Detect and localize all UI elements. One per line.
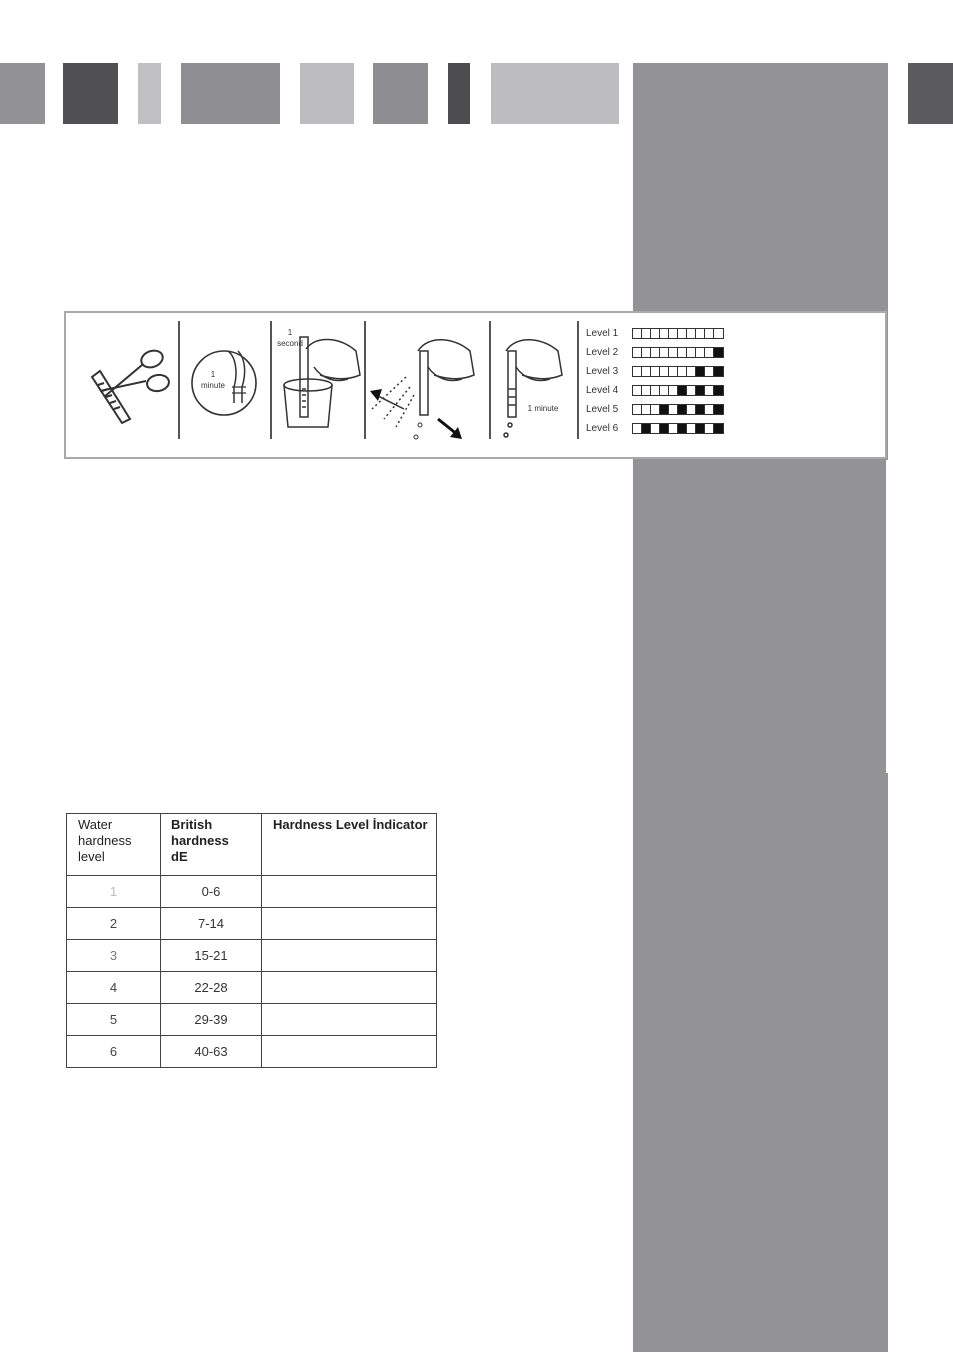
row-level: 4 (67, 972, 161, 1004)
table-header-row (67, 814, 437, 876)
row-range: 7-14 (161, 908, 262, 940)
header-water-hardness-level: Water hardness level (67, 814, 161, 876)
level-row (586, 365, 724, 377)
header-block-8 (491, 63, 619, 124)
indicator-cell-empty (651, 348, 660, 357)
row-range: 22-28 (161, 972, 262, 1004)
indicator-cell-empty (705, 329, 714, 338)
level-indicator-cells (632, 366, 724, 377)
row-level: 5 (67, 1004, 161, 1036)
indicator-cell-filled (714, 386, 723, 395)
indicator-cell-filled (660, 424, 669, 433)
indicator-cell-empty (705, 405, 714, 414)
indicator-cell-empty (660, 348, 669, 357)
panel-divider (178, 321, 180, 439)
header-block-6 (373, 63, 428, 124)
header-british-hardness: British hardness dE (161, 814, 262, 876)
indicator-cell-filled (696, 405, 705, 414)
indicator-cell-empty (633, 348, 642, 357)
indicator-cell-filled (660, 405, 669, 414)
row-indicator (262, 1004, 437, 1036)
row-range: 29-39 (161, 1004, 262, 1036)
indicator-cell-empty (669, 424, 678, 433)
indicator-cell-empty (642, 386, 651, 395)
indicator-cell-empty (705, 348, 714, 357)
indicator-cell-empty (687, 367, 696, 376)
hand-dip-strip-icon (276, 329, 362, 429)
indicator-cell-empty (669, 348, 678, 357)
indicator-cell-empty (651, 367, 660, 376)
row-indicator (262, 876, 437, 908)
indicator-cell-empty (705, 367, 714, 376)
indicator-cell-empty (669, 405, 678, 414)
level-row (586, 327, 724, 339)
panel5-label: 1 minute (527, 404, 559, 413)
level-indicator-cells (632, 347, 724, 358)
level-row (586, 384, 724, 396)
header-block-9 (908, 63, 953, 124)
indicator-cell-empty (687, 405, 696, 414)
level-row (586, 346, 724, 358)
indicator-cell-empty (642, 329, 651, 338)
indicator-cell-filled (714, 348, 723, 357)
table-row (67, 876, 437, 908)
row-level: 2 (67, 908, 161, 940)
level-label: Level 5 (586, 403, 619, 415)
indicator-cell-empty (633, 386, 642, 395)
indicator-cell-filled (714, 405, 723, 414)
header-block-2 (63, 63, 118, 124)
indicator-cell-empty (669, 367, 678, 376)
header-block-4 (181, 63, 280, 124)
indicator-cell-empty (633, 329, 642, 338)
indicator-cell-empty (642, 405, 651, 414)
wait-strip-icon (496, 329, 578, 439)
level-row (586, 403, 724, 415)
row-range: 0-6 (161, 876, 262, 908)
indicator-cell-empty (678, 329, 687, 338)
shake-strip-icon (366, 329, 488, 443)
indicator-cell-empty (696, 329, 705, 338)
indicator-cell-empty (660, 367, 669, 376)
row-level: 1 (67, 876, 161, 908)
indicator-cell-filled (696, 367, 705, 376)
indicator-cell-filled (678, 405, 687, 414)
level-label: Level 6 (586, 422, 619, 434)
indicator-cell-empty (714, 329, 723, 338)
indicator-cell-filled (696, 424, 705, 433)
table-row (67, 972, 437, 1004)
table-row (67, 908, 437, 940)
row-indicator (262, 908, 437, 940)
indicator-cell-empty (696, 348, 705, 357)
level-row (586, 422, 724, 434)
row-level: 3 (67, 940, 161, 972)
indicator-cell-empty (651, 329, 660, 338)
header-block-1 (0, 63, 45, 124)
header-block-3 (138, 63, 161, 124)
level-indicator-cells (632, 328, 724, 339)
indicator-cell-empty (705, 386, 714, 395)
scissors-icon (84, 341, 176, 429)
row-range: 40-63 (161, 1036, 262, 1068)
row-level: 6 (67, 1036, 161, 1068)
header-block-5 (300, 63, 354, 124)
indicator-cell-empty (687, 386, 696, 395)
table-row (67, 1004, 437, 1036)
indicator-cell-empty (678, 348, 687, 357)
level-label: Level 3 (586, 365, 619, 377)
level-indicator-cells (632, 423, 724, 434)
level-label: Level 1 (586, 327, 619, 339)
level-label: Level 2 (586, 346, 619, 358)
indicator-cell-filled (714, 367, 723, 376)
indicator-cell-empty (669, 329, 678, 338)
indicator-cell-empty (669, 386, 678, 395)
indicator-cell-filled (678, 386, 687, 395)
row-range: 15-21 (161, 940, 262, 972)
indicator-cell-empty (633, 424, 642, 433)
indicator-cell-empty (660, 386, 669, 395)
panel-divider (489, 321, 491, 439)
indicator-cell-empty (651, 424, 660, 433)
indicator-cell-empty (651, 386, 660, 395)
header-hardness-level-indicator: Hardness Level İndicator (262, 814, 437, 876)
indicator-cell-empty (651, 405, 660, 414)
indicator-cell-empty (687, 424, 696, 433)
table-row (67, 940, 437, 972)
water-hardness-table (66, 813, 437, 1068)
level-indicator-cells (632, 385, 724, 396)
indicator-cell-empty (687, 329, 696, 338)
panel2-label: 1 minute (200, 370, 225, 390)
header-block-7 (448, 63, 470, 124)
indicator-cell-filled (696, 386, 705, 395)
indicator-cell-filled (678, 424, 687, 433)
indicator-cell-empty (642, 367, 651, 376)
indicator-cell-empty (705, 424, 714, 433)
indicator-cell-filled (642, 424, 651, 433)
level-indicator-cells (632, 404, 724, 415)
table-row (67, 1036, 437, 1068)
row-indicator (262, 1036, 437, 1068)
panel-divider (577, 321, 579, 439)
sidebar-notch (886, 460, 889, 773)
indicator-cell-empty (642, 348, 651, 357)
row-indicator (262, 940, 437, 972)
indicator-cell-filled (714, 424, 723, 433)
test-strip-illustration (64, 311, 887, 459)
indicator-cell-empty (678, 367, 687, 376)
right-sidebar (633, 63, 888, 1352)
indicator-cell-empty (660, 329, 669, 338)
indicator-cell-empty (633, 367, 642, 376)
level-label: Level 4 (586, 384, 619, 396)
indicator-cell-empty (687, 348, 696, 357)
row-indicator (262, 972, 437, 1004)
panel3-label: 1 second (277, 328, 303, 348)
indicator-cell-empty (633, 405, 642, 414)
